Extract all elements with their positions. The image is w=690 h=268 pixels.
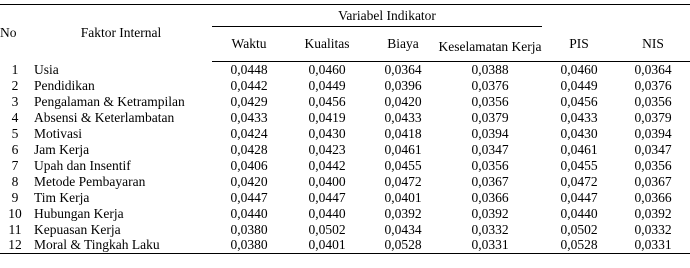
header-pis: PIS: [542, 27, 616, 62]
cell-biaya: 0,0401: [384, 189, 422, 205]
cell-no: 10: [8, 205, 22, 221]
cell-waktu: 0,0448: [230, 61, 268, 77]
table-row: [0, 62, 690, 78]
cell-kualitas: 0,0423: [308, 141, 346, 157]
cell-nis: 0,0356: [634, 157, 672, 173]
cell-pis: 0,0433: [560, 109, 598, 125]
cell-waktu: 0,0428: [230, 141, 268, 157]
cell-keselamatan: 0,0392: [471, 205, 509, 221]
cell-biaya: 0,0455: [384, 157, 422, 173]
cell-biaya: 0,0461: [384, 141, 422, 157]
cell-keselamatan: 0,0376: [471, 77, 509, 93]
cell-keselamatan: 0,0332: [471, 221, 509, 237]
cell-nis: 0,0356: [634, 93, 672, 109]
cell-no: 7: [11, 157, 19, 173]
cell-no: 6: [11, 141, 19, 157]
cell-factor: Motivasi: [34, 125, 83, 141]
cell-pis: 0,0440: [560, 205, 598, 221]
cell-keselamatan: 0,0356: [471, 157, 509, 173]
cell-waktu: 0,0424: [230, 125, 268, 141]
cell-no: 3: [11, 93, 19, 109]
header-keselamatan: Keselamatan Kerja: [438, 27, 542, 62]
cell-nis: 0,0347: [634, 141, 672, 157]
cell-biaya: 0,0420: [384, 93, 422, 109]
header-nis: NIS: [616, 27, 690, 62]
table-row: [0, 158, 690, 174]
cell-factor: Metode Pembayaran: [34, 173, 146, 189]
cell-no: 5: [11, 125, 19, 141]
cell-waktu: 0,0442: [230, 77, 268, 93]
cell-pis: 0,0456: [560, 93, 598, 109]
cell-no: 2: [11, 77, 19, 93]
cell-waktu: 0,0429: [230, 93, 268, 109]
cell-waktu: 0,0380: [212, 238, 286, 254]
table-row: [0, 142, 690, 158]
cell-pis: 0,0502: [560, 221, 598, 237]
cell-keselamatan: 0,0347: [471, 141, 509, 157]
header-waktu: Waktu: [212, 27, 286, 62]
header-kualitas: Kualitas: [286, 27, 368, 62]
cell-factor: Usia: [34, 61, 59, 77]
cell-keselamatan: 0,0367: [471, 173, 509, 189]
header-variable-group: Variabel Indikator: [212, 5, 542, 27]
table-row: [0, 206, 690, 222]
cell-pis: 0,0472: [560, 173, 598, 189]
cell-waktu: 0,0433: [230, 109, 268, 125]
cell-nis: 0,0332: [634, 221, 672, 237]
cell-waktu: 0,0447: [230, 189, 268, 205]
cell-keselamatan: 0,0356: [471, 93, 509, 109]
cell-keselamatan: 0,0388: [471, 61, 509, 77]
cell-pis: 0,0528: [542, 238, 616, 254]
table-row: [0, 110, 690, 126]
header-spacer: [542, 5, 616, 27]
cell-kualitas: 0,0449: [308, 77, 346, 93]
cell-factor: Jam Kerja: [34, 141, 90, 157]
table-row: [0, 222, 690, 238]
cell-nis: 0,0379: [634, 109, 672, 125]
header-factor: Faktor Internal: [30, 5, 212, 62]
table-body: [0, 62, 690, 254]
cell-kualitas: 0,0419: [308, 109, 346, 125]
cell-kualitas: 0,0460: [308, 61, 346, 77]
cell-waktu: 0,0380: [230, 221, 268, 237]
cell-factor: Kepuasan Kerja: [34, 221, 121, 237]
cell-factor: Hubungan Kerja: [34, 205, 124, 221]
cell-no: 1: [11, 61, 19, 77]
table-row: [0, 174, 690, 190]
cell-pis: 0,0430: [560, 125, 598, 141]
table-row: [0, 126, 690, 142]
cell-factor: Pengalaman & Ketrampilan: [34, 93, 185, 109]
header-no: No: [0, 5, 30, 62]
cell-biaya: 0,0434: [384, 221, 422, 237]
header-biaya: Biaya: [368, 27, 438, 62]
cell-nis: 0,0392: [634, 205, 672, 221]
cell-waktu: 0,0420: [230, 173, 268, 189]
cell-factor: Upah dan Insentif: [34, 157, 131, 173]
cell-biaya: 0,0472: [384, 173, 422, 189]
cell-nis: 0,0394: [634, 125, 672, 141]
cell-no: 8: [11, 173, 19, 189]
cell-factor: Absensi & Keterlambatan: [34, 109, 175, 125]
cell-biaya: 0,0396: [384, 77, 422, 93]
cell-keselamatan: 0,0331: [438, 238, 542, 254]
cell-no: 12: [0, 238, 30, 254]
cell-pis: 0,0455: [560, 157, 598, 173]
cell-biaya: 0,0528: [368, 238, 438, 254]
cell-keselamatan: 0,0366: [471, 189, 509, 205]
cell-biaya: 0,0418: [384, 125, 422, 141]
cell-pis: 0,0460: [560, 61, 598, 77]
cell-nis: 0,0376: [634, 77, 672, 93]
cell-kualitas: 0,0442: [308, 157, 346, 173]
header-spacer: [616, 5, 690, 27]
cell-no: 11: [8, 221, 22, 237]
table-row: [0, 94, 690, 110]
cell-pis: 0,0461: [560, 141, 598, 157]
cell-factor: Pendidikan: [34, 77, 95, 93]
cell-nis: 0,0367: [634, 173, 672, 189]
cell-no: 9: [11, 189, 19, 205]
cell-keselamatan: 0,0379: [471, 109, 509, 125]
cell-kualitas: 0,0456: [308, 93, 346, 109]
cell-nis: 0,0331: [616, 238, 690, 254]
cell-kualitas: 0,0502: [308, 221, 346, 237]
cell-keselamatan: 0,0394: [471, 125, 509, 141]
cell-kualitas: 0,0430: [308, 125, 346, 141]
cell-biaya: 0,0364: [384, 61, 422, 77]
table-row: [0, 78, 690, 94]
cell-factor: Moral & Tingkah Laku: [30, 238, 212, 254]
data-table: [0, 4, 690, 254]
cell-biaya: 0,0392: [384, 205, 422, 221]
cell-pis: 0,0449: [560, 77, 598, 93]
cell-kualitas: 0,0440: [308, 205, 346, 221]
cell-kualitas: 0,0401: [286, 238, 368, 254]
cell-factor: Tim Kerja: [34, 189, 90, 205]
table-row: [0, 238, 690, 254]
table-row: [0, 190, 690, 206]
cell-kualitas: 0,0400: [308, 173, 346, 189]
cell-nis: 0,0364: [634, 61, 672, 77]
cell-nis: 0,0366: [634, 189, 672, 205]
cell-waktu: 0,0440: [230, 205, 268, 221]
cell-kualitas: 0,0447: [308, 189, 346, 205]
cell-no: 4: [11, 109, 19, 125]
cell-biaya: 0,0433: [384, 109, 422, 125]
cell-pis: 0,0447: [560, 189, 598, 205]
cell-waktu: 0,0406: [230, 157, 268, 173]
